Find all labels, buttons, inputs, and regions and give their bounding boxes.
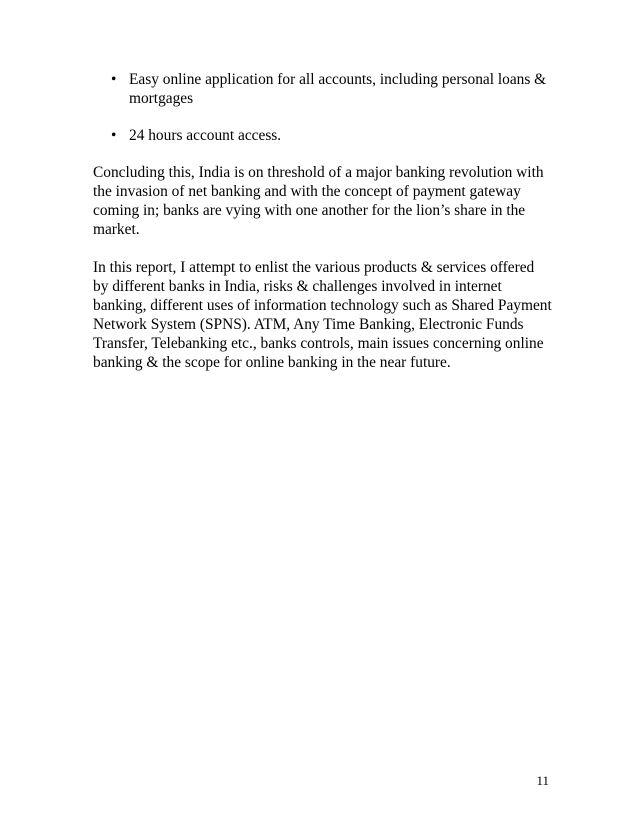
paragraph-report-scope: In this report, I attempt to enlist the various products & services offered by different banks in India, risks & challenges involved in internet banking, different uses of information technology such as Shared Payment Network System (SPNS). ATM, Any Time Banking, Electronic Funds Transfer, Telebanking etc., banks controls, main issues concerning online banking & the scope for online banking in the near future.	[93, 259, 552, 371]
bullet-list	[93, 70, 553, 145]
paragraph-conclusion: Concluding this, India is on threshold of a major banking revolution with the invasion of net banking and with the concept of payment gateway coming in; banks are vying with one another for the lion’s share in the market.	[93, 164, 544, 238]
bullet-text: 24 hours account access.	[129, 127, 282, 144]
bullet-item	[93, 70, 553, 108]
bullet-item	[93, 126, 553, 145]
bullet-text: Easy online application for all accounts, including personal loans & mortgages	[129, 71, 547, 107]
page-number: 11	[536, 773, 549, 788]
bullet-icon: •	[111, 127, 117, 144]
page-content	[93, 70, 553, 391]
bullet-icon: •	[111, 71, 117, 88]
